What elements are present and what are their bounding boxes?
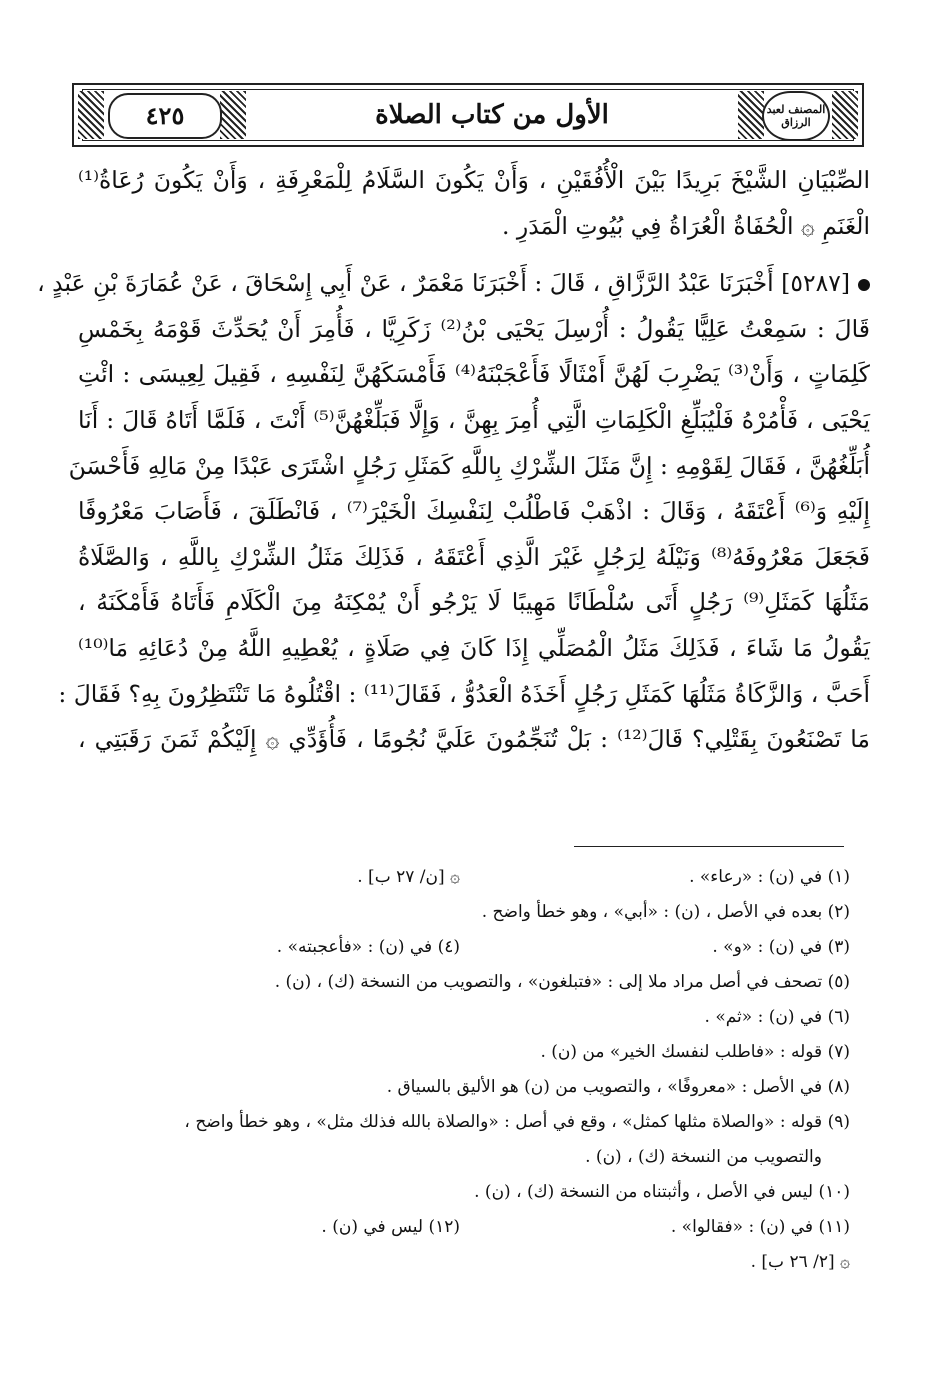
text-line: الْغَنَمِ ۞ الْحُفَاةُ الْعُرَاةُ فِي بُيُوتِ الْمَدَرِ . bbox=[501, 211, 870, 240]
footnote: (٩) قوله : «والصلاة مثلها كمثل» ، وقع في أصل : «والصلاة بالله فذلك مثل» ، وهو خطأ واضح ، bbox=[184, 1112, 850, 1132]
footnote: (٥) تصحف في أصل مراد ملا إلى : «فتبلغون» ، والتصويب من النسخة (ك) ، (ن) . bbox=[274, 972, 850, 992]
footnote-row bbox=[72, 860, 850, 895]
book-seal-logo bbox=[762, 91, 830, 141]
text-line: يَقُولُ مَا شَاءَ ، فَذَلِكَ مَثَلُ الْمُصَلِّي إِذَا كَانَ فِي صَلَاةٍ ، يُعْطِيهِ اللَّهُ مِنْ دُعَائِهِ مَا⁽¹⁰⁾ bbox=[78, 633, 870, 662]
text-line: مَا تَصْنَعُونَ بِقَتْلِي؟ قَالَ⁽¹²⁾ : بَلْ تُنَجِّمُونَ عَلَيَّ نُجُومًا ، فَأُؤَدِّي ۞ إِلَيْكُمْ ثَمَنَ رَقَبَتِي ، bbox=[78, 725, 870, 754]
footnote: (٤) في (ن) : «فأعجبته» . bbox=[276, 937, 460, 957]
manuscript-folio-marker: ۞ [ن/ ٢٧ ب] . bbox=[357, 867, 460, 887]
footnote: (٢) بعده في الأصل ، (ن) : «أبي» ، وهو خطأ واضح . bbox=[481, 902, 850, 922]
text-line: يَحْيَى ، فَأْمُرْهُ فَلْيُبَلِّغِ الْكَلِمَاتِ الَّتِي أُمِرَ بِهِنَّ ، وَإِلَّا فَبَلِّغْهُنَّ⁽⁵⁾ أَنْتَ ، فَلَمَّا أَتَاهُ قَالَ : أَنَا bbox=[78, 405, 870, 434]
text-line: قَالَ : سَمِعْتُ عَلِيًّا يَقُولُ : أُرْسِلَ يَحْيَى بْنُ⁽²⁾ زَكَرِيَّا ، فَأُمِرَ أَنْ يُحَدِّثَ قَوْمَهُ بِخَمْسِ bbox=[78, 314, 870, 343]
page-header bbox=[72, 83, 864, 147]
text-line: الصِّبْيَانِ الشَّيْخَ بَرِيدًا بَيْنَ الْأُفُقَيْنِ ، وَأَنْ يَكُونَ السَّلَامُ لِلْمَعْرِفَةِ ، وَأَنْ يَكُونَ رُعَاةُ⁽¹⁾ bbox=[78, 166, 870, 194]
text-line: مَثَلُهَا كَمَثَلِ⁽⁹⁾ رَجُلٍ أَتَى سُلْطَانًا مَهِيبًا لَا يَرْجُو أَنْ يُمْكِنَهُ مِنَ الْكَلَامِ فَأَتَاهُ فَأَمْكَنَهُ ، bbox=[78, 588, 870, 617]
footnote: (٦) في (ن) : «ثم» . bbox=[704, 1007, 850, 1027]
footnote-separator bbox=[574, 846, 844, 847]
footnote-continuation: والتصويب من النسخة (ك) ، (ن) . bbox=[585, 1147, 822, 1167]
running-title: الأول من كتاب الصلاة bbox=[375, 100, 609, 130]
footnote: (١١) في (ن) : «فقالوا» . bbox=[670, 1217, 850, 1237]
hadith-text: [٥٢٨٧] أَخْبَرَنَا عَبْدُ الرَّزَّاقِ ، قَالَ : أَخْبَرَنَا مَعْمَرٌ ، عَنْ أَبِي إِسْحَاقَ ، عَنْ عُمَارَةَ بْنِ عَبْدٍ ، bbox=[37, 269, 850, 298]
ornament-left-inner bbox=[220, 91, 246, 139]
footnote: (١) في (ن) : «رعاء» . bbox=[689, 867, 850, 887]
main-text bbox=[37, 158, 870, 763]
footnote: (٧) قوله : «فاطلب لنفسك الخير» من (ن) . bbox=[540, 1042, 850, 1062]
ornament-right-inner bbox=[738, 91, 764, 139]
footnote: (٨) في الأصل : «معروفًا» ، والتصويب من (ن) هو الأليق بالسياق . bbox=[386, 1077, 850, 1097]
footnote-row bbox=[72, 930, 850, 965]
seal-text: المصنف لعبد الرزاق bbox=[766, 103, 826, 129]
text-line: أُبَلِّغُهُنَّ ، فَقَالَ لِقَوْمِهِ : إِنَّ مَثَلَ الشِّرْكِ بِاللَّهِ كَمَثَلِ رَجُلٍ اشْتَرَى عَبْدًا مِنْ مَالِهِ فَأَحْسَنَ bbox=[68, 451, 870, 480]
page-number: ٤٢٥ bbox=[108, 93, 222, 139]
hadith-start-line bbox=[37, 261, 870, 307]
footnote: (١٠) ليس في الأصل ، وأثبتناه من النسخة (ك) ، (ن) . bbox=[474, 1182, 850, 1202]
footnotes bbox=[72, 860, 850, 1280]
text-line: إِلَيْهِ وَ⁽⁶⁾ أَعْتَقَهُ ، وَقَالَ : اذْهَبْ فَاطْلُبْ لِنَفْسِكَ الْخَيْرَ⁽⁷⁾ ، فَانْطَلَقَ ، فَأَصَابَ مَعْرُوفًا bbox=[78, 497, 870, 526]
footnote: (٣) في (ن) : «و» . bbox=[712, 937, 850, 957]
ornament-left-outer bbox=[78, 91, 104, 139]
text-line: أَحَبَّ ، وَالزَّكَاةُ مَثَلُهَا كَمَثَلِ رَجُلٍ أَخَذَهُ الْعَدُوُّ ، فَقَالَ⁽¹¹⁾ : اقْتُلُوهُ مَا تَنْتَظِرُونَ بِهِ؟ فَقَالَ : bbox=[58, 679, 870, 708]
text-line: فَجَعَلَ مَعْرُوفَهُ⁽⁸⁾ وَنَيْلَهُ لِرَجُلٍ غَيْرَ الَّذِي أَعْتَقَهُ ، فَذَلِكَ مَثَلُ الشِّرْكِ بِاللَّهِ ، وَالصَّلَاةُ bbox=[78, 542, 870, 571]
footnote: (١٢) ليس في (ن) . bbox=[321, 1217, 460, 1237]
ornament-right-outer bbox=[832, 91, 858, 139]
text-line: كَلِمَاتٍ ، وَأَنْ⁽³⁾ يَضْرِبَ لَهُنَّ أَمْثَالًا فَأَعْجَبْنَهُ⁽⁴⁾ فَأَمْسَكَهُنَّ لِنَفْسِهِ ، فَقِيلَ لِعِيسَى : ائْتِ bbox=[78, 360, 870, 389]
hadith-bullet-icon bbox=[858, 279, 870, 291]
manuscript-folio-marker: ۞ [٢/ ٢٦ ب] . bbox=[750, 1252, 850, 1272]
footnote-row bbox=[72, 1210, 850, 1245]
